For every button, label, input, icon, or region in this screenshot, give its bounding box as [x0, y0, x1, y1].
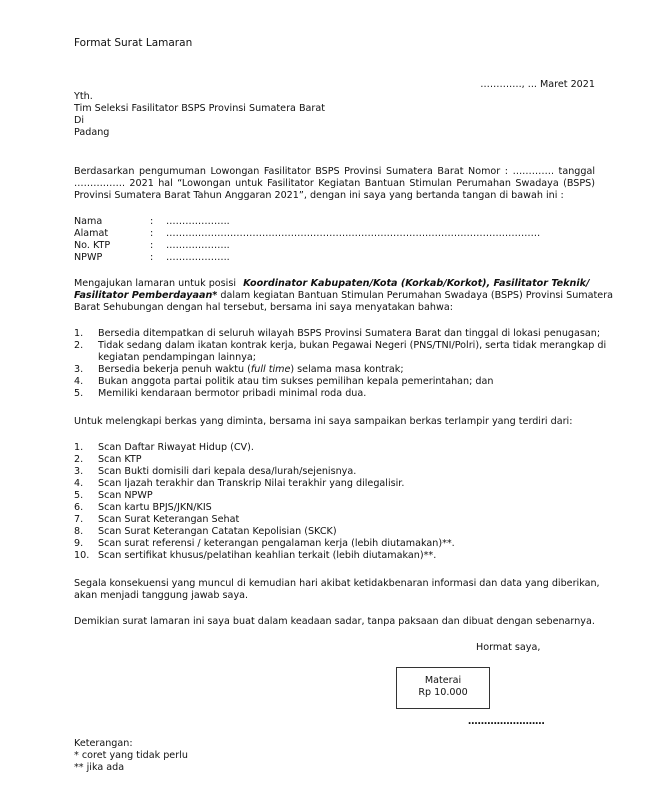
intro-line: Provinsi Sumatera Barat Tahun Anggaran 2021”, dengan ini saya yang bertanda tangan di bawah ini :	[74, 190, 564, 201]
field-value: ………………..	[166, 240, 230, 251]
notes-title: Keterangan:	[74, 738, 133, 749]
intro-line: ……………. 2021 hal “Lowongan untuk Fasilitator Kegiatan Bantuan Stimulan Perumahan Swadaya (BSPS)	[74, 178, 595, 189]
date-line: …………., ... Maret 2021	[480, 79, 595, 90]
list-item: Bukan anggota partai politik atau tim sukses pemilihan kepala pemerintahan; dan	[98, 376, 494, 387]
list-number: 5.	[74, 388, 84, 399]
list-number: 10.	[74, 550, 90, 561]
field-label: NPWP	[74, 252, 103, 263]
field-value: ………………………………………………………………………………………………………	[166, 228, 541, 239]
recipient-line: Di	[74, 115, 85, 126]
field-label: No. KTP	[74, 240, 111, 251]
list-item: Scan KTP	[98, 454, 142, 465]
list-item: Scan sertifikat khusus/pelatihan keahlian terkait (lebih diutamakan)**.	[98, 550, 437, 561]
list-item: Scan Surat Keterangan Catatan Kepolisian (SKCK)	[98, 526, 337, 537]
position-prefix: Mengajukan lamaran untuk posisi	[74, 278, 236, 289]
signoff: Hormat saya,	[476, 642, 541, 653]
position-line2-rest: dalam kegiatan Bantuan Stimulan Perumahan Swadaya (BSPS) Provinsi Sumatera	[220, 290, 614, 301]
position-line-2	[74, 290, 613, 302]
list-item: Scan NPWP	[98, 490, 153, 501]
field-label: Alamat	[74, 228, 109, 239]
position-line-1	[74, 278, 595, 290]
list-item: Scan Bukti domisili dari kepala desa/lurah/sejenisnya.	[98, 466, 357, 477]
document-title: Format Surat Lamaran	[74, 37, 193, 49]
list-item: Scan Ijazah terakhir dan Transkrip Nilai terakhir yang dilegalisir.	[98, 478, 405, 489]
field-value: ………………..	[166, 216, 230, 227]
list-number: 1.	[74, 328, 84, 339]
list-number: 8.	[74, 526, 84, 537]
materai-label: Materai	[424, 675, 462, 686]
consequence-line: Segala konsekuensi yang muncul di kemudian hari akibat ketidakbenaran informasi dan data yang diberikan,	[74, 578, 600, 589]
position-role-1: Koordinator Kabupaten/Kota (Korkab/Korkot), Fasilitator Teknik/	[243, 278, 590, 289]
attachments-intro: Untuk melengkapi berkas yang diminta, bersama ini saya sampaikan berkas terlampir yang terdiri dari:	[74, 416, 573, 427]
list-number: 5.	[74, 490, 84, 501]
intro-line: Berdasarkan pengumuman Lowongan Fasilitator BSPS Provinsi Sumatera Barat Nomor : …………. tanggal	[74, 166, 595, 177]
list-item-text: Bersedia bekerja penuh waktu (	[98, 364, 251, 375]
list-number: 6.	[74, 502, 84, 513]
note-1: * coret yang tidak perlu	[74, 750, 188, 761]
list-item-continued: kegiatan pendampingan lainnya;	[98, 352, 257, 363]
list-number: 4.	[74, 478, 84, 489]
list-item: Memiliki kendaraan bermotor pribadi minimal roda dua.	[98, 388, 367, 399]
list-item: Tidak sedang dalam ikatan kontrak kerja, bukan Pegawai Negeri (PNS/TNI/Polri), serta tidak merangkap di	[98, 340, 607, 351]
list-number: 1.	[74, 442, 84, 453]
materai-box	[396, 667, 490, 709]
note-2: ** jika ada	[74, 762, 125, 773]
field-colon: :	[150, 252, 154, 263]
list-number: 3.	[74, 466, 84, 477]
field-label: Nama	[74, 216, 103, 227]
list-item-text: ) selama masa kontrak;	[290, 364, 404, 375]
closing-statement: Demikian surat lamaran ini saya buat dalam keadaan sadar, tanpa paksaan dan dibuat dengan sebenarnya.	[74, 616, 595, 627]
list-item: Scan surat referensi / keterangan pengalaman kerja (lebih diutamakan)**.	[98, 538, 455, 549]
position-line-3: Barat Sehubungan dengan hal tersebut, bersama ini saya menyatakan bahwa:	[74, 302, 453, 313]
consequence-line: akan menjadi tanggung jawab saya.	[74, 590, 249, 601]
recipient-line: Tim Seleksi Fasilitator BSPS Provinsi Sumatera Barat	[74, 103, 325, 114]
field-colon: :	[150, 228, 154, 239]
list-number: 4.	[74, 376, 84, 387]
list-number: 7.	[74, 514, 84, 525]
field-colon: :	[150, 240, 154, 251]
recipient-line: Padang	[74, 127, 110, 138]
list-number: 3.	[74, 364, 84, 375]
list-item: Scan kartu BPJS/JKN/KIS	[98, 502, 212, 513]
list-number: 2.	[74, 340, 84, 351]
position-role-2: Fasilitator Pemberdayaan*	[74, 290, 218, 301]
recipient-line: Yth.	[74, 91, 93, 102]
list-item: Bersedia ditempatkan di seluruh wilayah BSPS Provinsi Sumatera Barat dan tinggal di lokasi penugasan;	[98, 328, 601, 339]
list-item: Scan Daftar Riwayat Hidup (CV).	[98, 442, 254, 453]
list-item: Scan Surat Keterangan Sehat	[98, 514, 240, 525]
field-value: ………………..	[166, 252, 230, 263]
signature-line: ……………………	[468, 716, 545, 727]
list-number: 2.	[74, 454, 84, 465]
list-number: 9.	[74, 538, 84, 549]
list-item-italic: full time	[250, 364, 291, 375]
materai-value: Rp 10.000	[418, 687, 468, 699]
list-item	[98, 364, 404, 376]
field-colon: :	[150, 216, 154, 227]
